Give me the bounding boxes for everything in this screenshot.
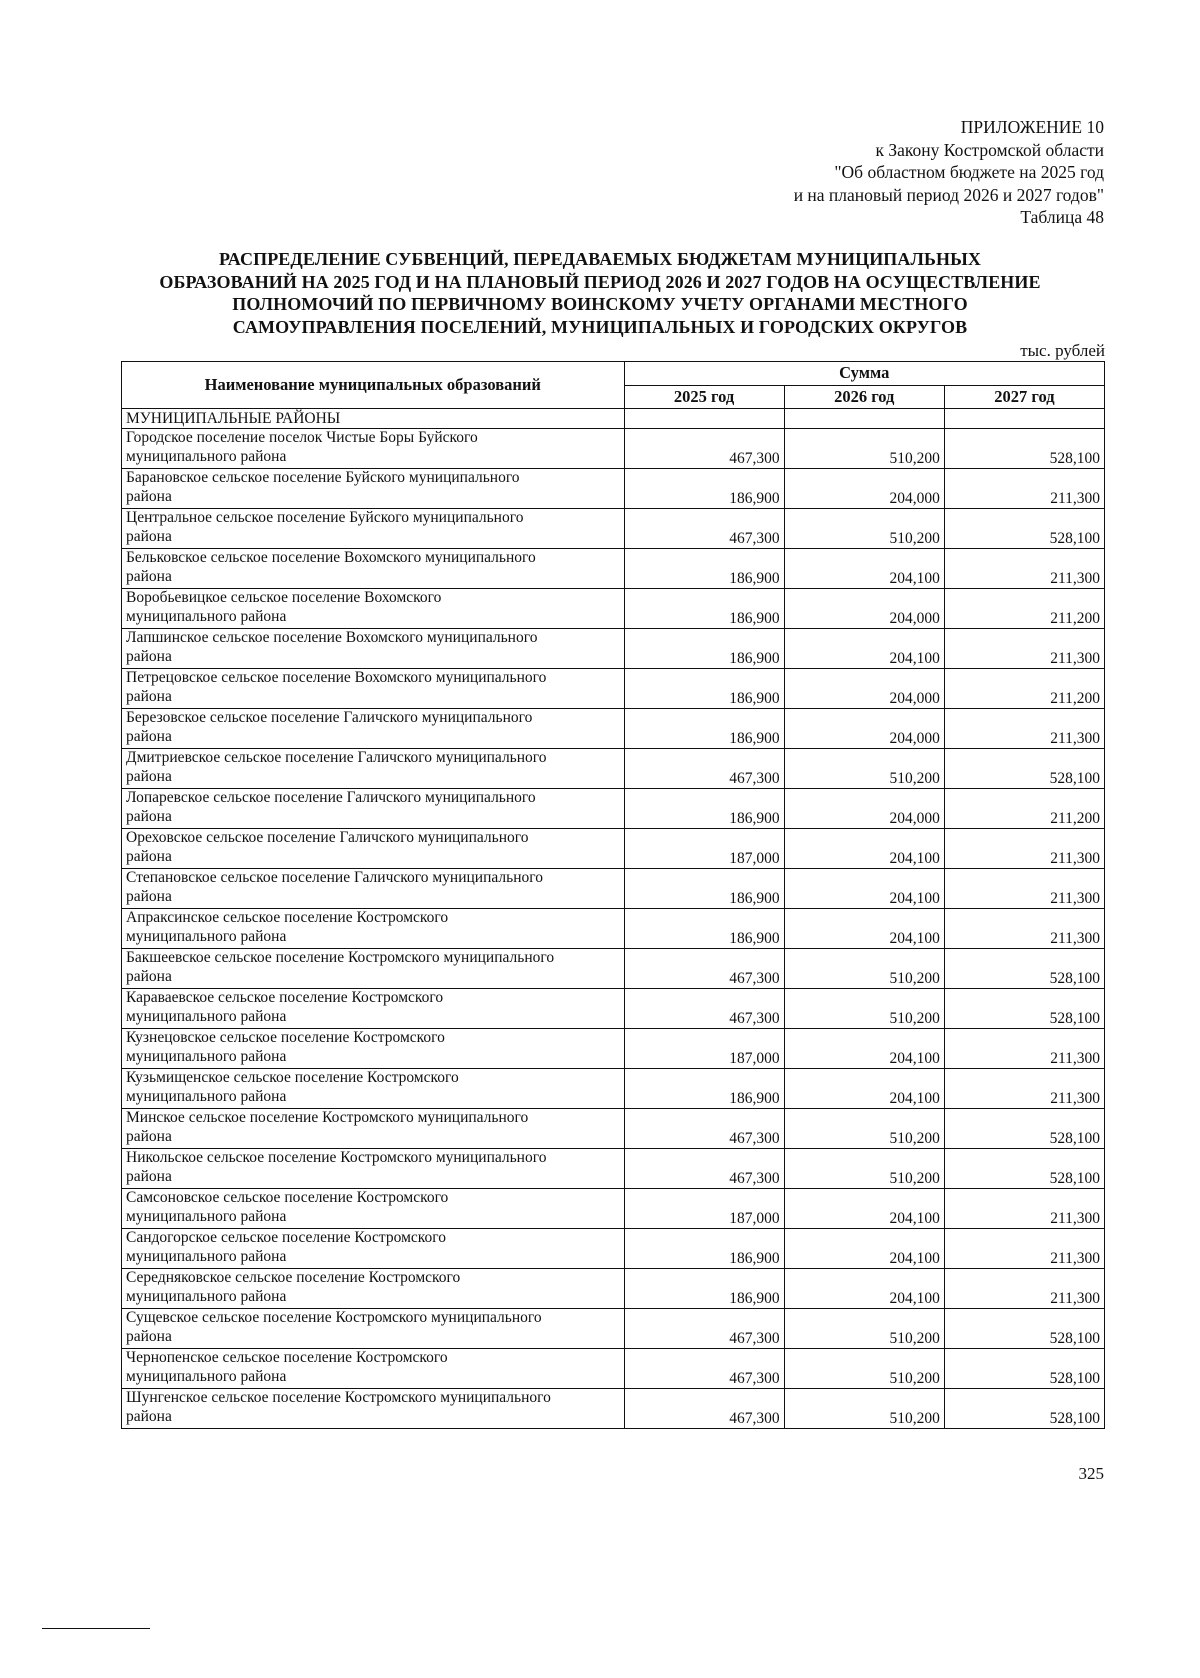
amount-2025: 187,000 xyxy=(624,1029,784,1069)
amount-2027: 528,100 xyxy=(944,429,1104,469)
table-row xyxy=(122,1229,1105,1269)
amount-2027: 211,300 xyxy=(944,829,1104,869)
municipality-name xyxy=(122,1389,625,1429)
amount-2027: 528,100 xyxy=(944,1109,1104,1149)
table-row xyxy=(122,709,1105,749)
amount-2027: 211,200 xyxy=(944,669,1104,709)
amount-2025: 186,900 xyxy=(624,1069,784,1109)
table-row xyxy=(122,549,1105,589)
municipality-name-line-1: Городское поселение поселок Чистые Боры Буйского xyxy=(126,429,478,446)
amount-2026: 204,100 xyxy=(784,869,944,909)
municipality-name-line-2: района xyxy=(126,967,172,985)
municipality-name-line-2: района xyxy=(126,687,172,705)
amount-2025: 186,900 xyxy=(624,909,784,949)
municipality-name-line-2: муниципального района xyxy=(126,607,287,625)
amount-2025: 186,900 xyxy=(624,789,784,829)
municipality-name-line-2: муниципального района xyxy=(126,1367,287,1385)
table-row xyxy=(122,1109,1105,1149)
municipality-name xyxy=(122,549,625,589)
municipality-name-line-1: Апраксинское сельское поселение Костромского xyxy=(126,909,449,926)
municipality-name xyxy=(122,1029,625,1069)
table-row xyxy=(122,469,1105,509)
amount-2025: 467,300 xyxy=(624,509,784,549)
amount-2027: 211,300 xyxy=(944,709,1104,749)
municipality-name-line-2: муниципального района xyxy=(126,1007,287,1025)
municipality-name-line-1: Барановское сельское поселение Буйского муниципального xyxy=(126,469,520,486)
amount-2026: 510,200 xyxy=(784,1349,944,1389)
amount-2027: 211,300 xyxy=(944,1229,1104,1269)
municipality-name-line-1: Петрецовское сельское поселение Вохомского муниципального xyxy=(126,669,547,686)
amount-2027: 528,100 xyxy=(944,1349,1104,1389)
title-line-3: ПОЛНОМОЧИЙ ПО ПЕРВИЧНОМУ ВОИНСКОМУ УЧЕТУ ОРГАНАМИ МЕСТНОГО xyxy=(232,294,968,314)
amount-2026: 204,100 xyxy=(784,1029,944,1069)
municipality-name xyxy=(122,909,625,949)
table-row xyxy=(122,789,1105,829)
table-row xyxy=(122,429,1105,469)
municipality-name xyxy=(122,869,625,909)
table-row xyxy=(122,989,1105,1029)
amount-2025: 187,000 xyxy=(624,829,784,869)
amount-2027: 528,100 xyxy=(944,509,1104,549)
amount-2026: 510,200 xyxy=(784,749,944,789)
municipality-name-line-1: Центральное сельское поселение Буйского муниципального xyxy=(126,509,524,526)
amount-2026: 204,100 xyxy=(784,909,944,949)
amount-2025: 467,300 xyxy=(624,949,784,989)
table-row xyxy=(122,1349,1105,1389)
amount-2025: 467,300 xyxy=(624,1349,784,1389)
municipality-name xyxy=(122,669,625,709)
amount-2025: 186,900 xyxy=(624,1269,784,1309)
amount-2027: 211,300 xyxy=(944,1069,1104,1109)
municipality-name-line-1: Степановское сельское поселение Галичского муниципального xyxy=(126,869,543,886)
municipality-name xyxy=(122,1109,625,1149)
municipality-name xyxy=(122,1189,625,1229)
amount-2025: 186,900 xyxy=(624,469,784,509)
municipality-name-line-1: Середняковское сельское поселение Костромского xyxy=(126,1269,461,1286)
amount-2025: 187,000 xyxy=(624,1189,784,1229)
amount-2027: 211,300 xyxy=(944,549,1104,589)
table-row xyxy=(122,949,1105,989)
municipality-name-line-1: Никольское сельское поселение Костромского муниципального xyxy=(126,1149,547,1166)
municipality-name-line-2: муниципального района xyxy=(126,1087,287,1105)
municipality-name xyxy=(122,1149,625,1189)
amount-2025: 467,300 xyxy=(624,1309,784,1349)
amount-2026: 510,200 xyxy=(784,429,944,469)
municipality-name xyxy=(122,1349,625,1389)
section-empty-cell xyxy=(944,409,1104,429)
amount-2026: 510,200 xyxy=(784,949,944,989)
municipality-name-line-2: района xyxy=(126,887,172,905)
amount-2025: 467,300 xyxy=(624,749,784,789)
municipality-name-line-1: Лопаревское сельское поселение Галичского муниципального xyxy=(126,789,536,806)
header-year-2025: 2025 год xyxy=(624,385,784,409)
municipality-name xyxy=(122,429,625,469)
municipality-name-line-1: Воробьевицкое сельское поселение Вохомского xyxy=(126,589,442,606)
amount-2026: 204,100 xyxy=(784,1069,944,1109)
municipality-name-line-2: района xyxy=(126,727,172,745)
municipality-name xyxy=(122,589,625,629)
amount-2026: 204,000 xyxy=(784,789,944,829)
footnote-separator xyxy=(42,1628,150,1629)
table-row xyxy=(122,1269,1105,1309)
amount-2025: 186,900 xyxy=(624,549,784,589)
amount-2025: 186,900 xyxy=(624,869,784,909)
appendix-number: ПРИЛОЖЕНИЕ 10 xyxy=(960,117,1104,137)
table-number: Таблица 48 xyxy=(1020,207,1104,227)
amount-2027: 211,300 xyxy=(944,869,1104,909)
municipality-name-line-1: Караваевское сельское поселение Костромского xyxy=(126,989,444,1006)
municipality-name xyxy=(122,1229,625,1269)
municipality-name-line-2: района xyxy=(126,1167,172,1185)
municipality-name-line-1: Бакшеевское сельское поселение Костромского муниципального xyxy=(126,949,555,966)
title-line-4: САМОУПРАВЛЕНИЯ ПОСЕЛЕНИЙ, МУНИЦИПАЛЬНЫХ И ГОРОДСКИХ ОКРУГОВ xyxy=(232,316,968,337)
table-row xyxy=(122,1389,1105,1429)
amount-2025: 186,900 xyxy=(624,709,784,749)
amount-2026: 204,100 xyxy=(784,549,944,589)
municipality-name xyxy=(122,949,625,989)
table-row xyxy=(122,1069,1105,1109)
table-row xyxy=(122,509,1105,549)
municipality-name-line-2: муниципального района xyxy=(126,927,287,945)
table-row xyxy=(122,1149,1105,1189)
municipality-name-line-2: района xyxy=(126,1407,172,1425)
amount-2027: 211,300 xyxy=(944,909,1104,949)
amount-2025: 467,300 xyxy=(624,1109,784,1149)
municipality-name-line-1: Березовское сельское поселение Галичского муниципального xyxy=(126,709,533,726)
municipality-name-line-2: района xyxy=(126,487,172,505)
municipality-name xyxy=(122,1269,625,1309)
amount-2027: 211,200 xyxy=(944,789,1104,829)
municipality-name xyxy=(122,709,625,749)
amount-2027: 211,300 xyxy=(944,1269,1104,1309)
municipality-name-line-1: Лапшинское сельское поселение Вохомского муниципального xyxy=(126,629,538,646)
amount-2027: 211,300 xyxy=(944,629,1104,669)
municipality-name xyxy=(122,829,625,869)
municipality-name-line-1: Минское сельское поселение Костромского муниципального xyxy=(126,1109,529,1126)
amount-2027: 528,100 xyxy=(944,1309,1104,1349)
amount-2026: 510,200 xyxy=(784,989,944,1029)
header-year-2026: 2026 год xyxy=(784,385,944,409)
amount-2027: 211,300 xyxy=(944,1029,1104,1069)
amount-2025: 467,300 xyxy=(624,429,784,469)
municipality-name-line-2: муниципального района xyxy=(126,447,287,465)
amount-2025: 467,300 xyxy=(624,989,784,1029)
table-row xyxy=(122,829,1105,869)
document-title xyxy=(0,248,1200,338)
municipality-name-line-2: района xyxy=(126,1327,172,1345)
table-row xyxy=(122,1189,1105,1229)
municipality-name-line-2: района xyxy=(126,847,172,865)
municipality-name-line-2: района xyxy=(126,767,172,785)
amount-2026: 510,200 xyxy=(784,1309,944,1349)
municipality-name xyxy=(122,1309,625,1349)
units-label: тыс. рублей xyxy=(1020,341,1105,360)
amount-2026: 204,000 xyxy=(784,589,944,629)
section-row xyxy=(122,409,1105,429)
municipality-name-line-2: района xyxy=(126,807,172,825)
table-row xyxy=(122,909,1105,949)
subventions-table xyxy=(121,361,1105,1429)
municipality-name xyxy=(122,629,625,669)
municipality-name-line-2: муниципального района xyxy=(126,1047,287,1065)
amount-2027: 528,100 xyxy=(944,1389,1104,1429)
table-row xyxy=(122,749,1105,789)
header-year-2027: 2027 год xyxy=(944,385,1104,409)
amount-2027: 211,200 xyxy=(944,589,1104,629)
table-row xyxy=(122,1309,1105,1349)
table-row xyxy=(122,1029,1105,1069)
section-empty-cell xyxy=(784,409,944,429)
municipality-name-line-1: Самсоновское сельское поселение Костромского xyxy=(126,1189,449,1206)
municipality-name xyxy=(122,469,625,509)
amount-2025: 186,900 xyxy=(624,669,784,709)
planning-period: и на плановый период 2026 и 2027 годов" xyxy=(793,184,1104,205)
appendix-header xyxy=(794,116,1104,229)
municipality-name-line-1: Сандогорское сельское поселение Костромского xyxy=(126,1229,446,1246)
municipality-name xyxy=(122,749,625,789)
municipality-name xyxy=(122,1069,625,1109)
table-row xyxy=(122,629,1105,669)
municipality-name-line-2: района xyxy=(126,1127,172,1145)
header-sum: Сумма xyxy=(624,362,1105,386)
municipality-name-line-1: Ореховское сельское поселение Галичского муниципального xyxy=(126,829,529,846)
amount-2026: 204,000 xyxy=(784,469,944,509)
amount-2025: 467,300 xyxy=(624,1389,784,1429)
amount-2026: 204,000 xyxy=(784,709,944,749)
amount-2026: 204,100 xyxy=(784,629,944,669)
municipality-name-line-1: Шунгенское сельское поселение Костромского муниципального xyxy=(126,1389,551,1406)
section-title: МУНИЦИПАЛЬНЫЕ РАЙОНЫ xyxy=(122,409,625,429)
section-empty-cell xyxy=(624,409,784,429)
municipality-name xyxy=(122,789,625,829)
municipality-name-line-1: Сущевское сельское поселение Костромского муниципального xyxy=(126,1309,542,1326)
amount-2026: 204,100 xyxy=(784,1189,944,1229)
municipality-name-line-2: района xyxy=(126,527,172,545)
amount-2026: 204,100 xyxy=(784,1229,944,1269)
municipality-name-line-2: района xyxy=(126,647,172,665)
amount-2026: 204,100 xyxy=(784,1269,944,1309)
amount-2027: 211,300 xyxy=(944,469,1104,509)
amount-2026: 204,100 xyxy=(784,829,944,869)
table-row xyxy=(122,869,1105,909)
municipality-name-line-2: муниципального района xyxy=(126,1287,287,1305)
municipality-name-line-1: Чернопенское сельское поселение Костромского xyxy=(126,1349,448,1366)
amount-2027: 528,100 xyxy=(944,1149,1104,1189)
municipality-name-line-2: района xyxy=(126,567,172,585)
municipality-name-line-2: муниципального района xyxy=(126,1207,287,1225)
municipality-name-line-1: Кузнецовское сельское поселение Костромского xyxy=(126,1029,445,1046)
municipality-name-line-1: Бельковское сельское поселение Вохомского муниципального xyxy=(126,549,536,566)
amount-2025: 467,300 xyxy=(624,1149,784,1189)
title-line-1: РАСПРЕДЕЛЕНИЕ СУБВЕНЦИЙ, ПЕРЕДАВАЕМЫХ БЮДЖЕТАМ МУНИЦИПАЛЬНЫХ xyxy=(219,249,981,269)
header-municipality: Наименование муниципальных образований xyxy=(122,362,625,409)
amount-2026: 510,200 xyxy=(784,509,944,549)
law-reference: к Закону Костромской области xyxy=(875,139,1104,160)
amount-2026: 510,200 xyxy=(784,1149,944,1189)
amount-2026: 510,200 xyxy=(784,1109,944,1149)
municipality-name xyxy=(122,509,625,549)
municipality-name-line-2: муниципального района xyxy=(126,1247,287,1265)
amount-2027: 211,300 xyxy=(944,1189,1104,1229)
budget-law-title: "Об областном бюджете на 2025 год xyxy=(834,162,1104,182)
amount-2027: 528,100 xyxy=(944,749,1104,789)
amount-2027: 528,100 xyxy=(944,949,1104,989)
amount-2025: 186,900 xyxy=(624,589,784,629)
amount-2025: 186,900 xyxy=(624,1229,784,1269)
page-number: 325 xyxy=(1078,1464,1104,1483)
title-line-2: ОБРАЗОВАНИЙ НА 2025 ГОД И НА ПЛАНОВЫЙ ПЕРИОД 2026 И 2027 ГОДОВ НА ОСУЩЕСТВЛЕНИЕ xyxy=(159,271,1041,292)
table-row xyxy=(122,669,1105,709)
municipality-name-line-1: Кузьмищенское сельское поселение Костромского xyxy=(126,1069,459,1086)
amount-2026: 510,200 xyxy=(784,1389,944,1429)
amount-2026: 204,000 xyxy=(784,669,944,709)
amount-2027: 528,100 xyxy=(944,989,1104,1029)
municipality-name-line-1: Дмитриевское сельское поселение Галичского муниципального xyxy=(126,749,547,766)
amount-2025: 186,900 xyxy=(624,629,784,669)
table-row xyxy=(122,589,1105,629)
municipality-name xyxy=(122,989,625,1029)
